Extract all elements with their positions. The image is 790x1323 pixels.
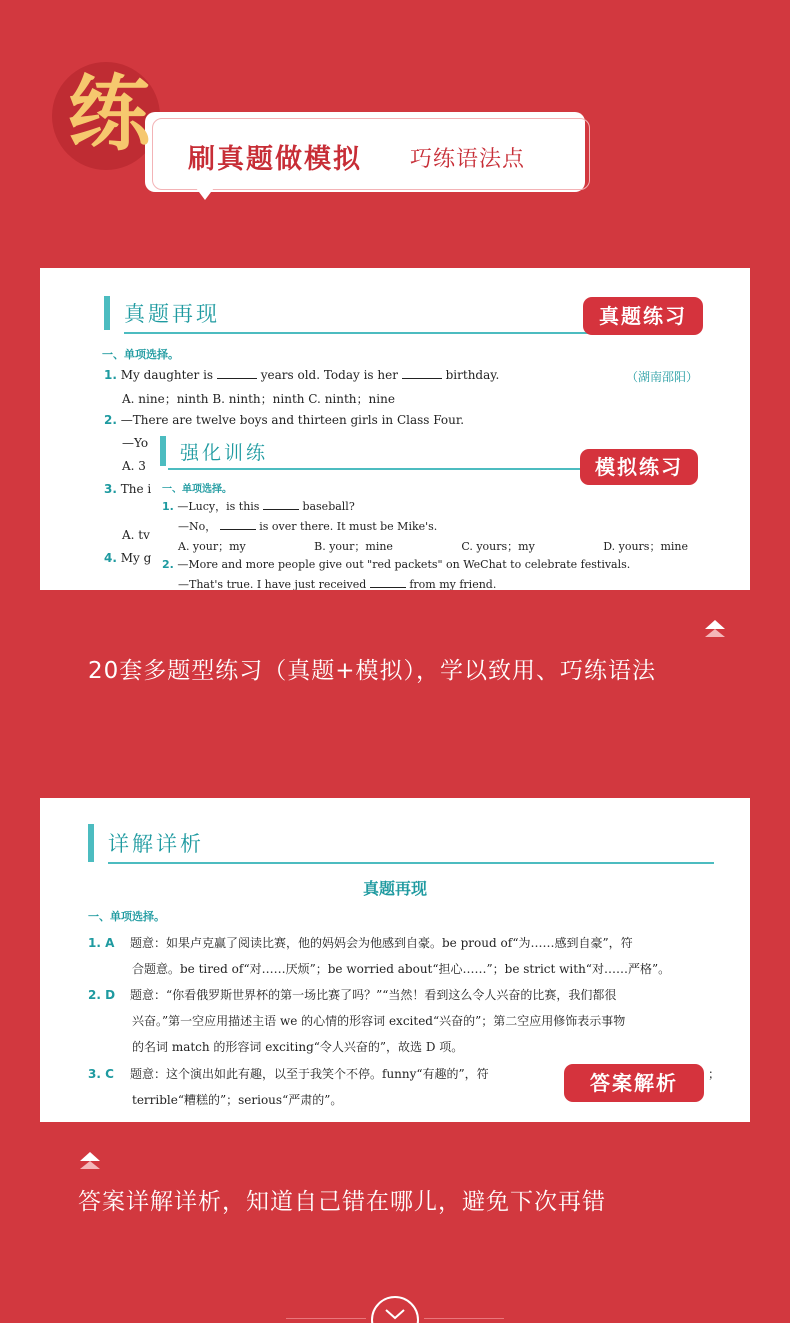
sim-question-2-line2: —That's true. I have just received from my friend. [178, 578, 497, 590]
caption-answers: 答案详解详析，知道自己错在哪儿，避免下次再错 [78, 1189, 606, 1215]
answer-2: 2. D 题意：“你看俄罗斯世界杯的第一场比赛了吗？”“当然！看到这么令人兴奋的比赛，我们都很 [88, 988, 617, 1002]
sim-section-heading [160, 436, 268, 466]
section-bar [104, 296, 110, 330]
answer-3-line1-end: ； [708, 1067, 721, 1081]
bottom-divider-right [424, 1318, 504, 1319]
answer-tag: 答案解析 [564, 1064, 704, 1102]
answer-2-line3: 的名词 match 的形容词 exciting“令人兴奋的”，故选 D 项。 [132, 1040, 464, 1054]
header-title: 刷真题做模拟 [188, 144, 362, 175]
part-label: 一、单项选择。 [102, 348, 179, 361]
question-2-line2: —Yo [122, 436, 149, 450]
answer-section-heading [88, 824, 204, 862]
sim-section-bar [160, 436, 166, 466]
question-3-options: A. tv [122, 528, 150, 542]
caption-practice: 20套多题型练习（真题+模拟），学以致用、巧练语法 [88, 658, 657, 684]
sim-question-1-line2: —No， is over there. It must be Mike's. [178, 520, 438, 533]
badge-character: 练 [68, 66, 151, 162]
arrow-up-shadow-icon [705, 629, 725, 637]
answer-3: 3. C 题意：这个演出如此有趣，以至于我笑个不停。funny“有趣的”，符 [88, 1067, 489, 1081]
question-1: 1. My daughter is years old. Today is her birthday. [104, 368, 500, 382]
answer-section-title: 详解详析 [108, 832, 204, 856]
question-3: 3. The i [104, 482, 152, 496]
answer-section-underline [108, 862, 714, 864]
section-title: 真题再现 [124, 302, 220, 326]
section-underline [124, 332, 594, 334]
question-2-options: A. 3 [122, 459, 146, 473]
sim-section-title: 强化训练 [180, 441, 269, 464]
answer-center-title: 真题再现 [362, 879, 427, 898]
arrow-up-icon-2 [80, 1152, 100, 1161]
answer-3-line2: terrible“糟糕的”；serious“严肃的”。 [132, 1093, 343, 1107]
sim-question-2: 2. —More and more people give out "red packets" on WeChat to celebrate festivals. [162, 558, 631, 571]
sim-question-1: 1. —Lucy，is this baseball? [162, 500, 355, 513]
sim-question-1-options: A. your；my B. your；mine C. yours；my D. yours；mine [178, 540, 688, 553]
simulation-tag: 模拟练习 [580, 449, 698, 485]
answer-section-bar [88, 824, 94, 862]
arrow-up-shadow-icon-2 [80, 1161, 100, 1169]
real-exam-panel [40, 268, 750, 590]
answer-1: 1. A 题意：如果卢克赢了阅读比赛，他的妈妈会为他感到自豪。be proud of“为……感到自豪”，符 [88, 936, 633, 950]
section-heading [104, 296, 220, 330]
question-region: （湖南邵阳） [626, 370, 699, 384]
question-4: 4. My g [104, 551, 152, 565]
answer-2-line2: 兴奋。”第一空应用描述主语 we 的心情的形容词 excited“兴奋的”；第二空应用修饰表示事物 [132, 1014, 626, 1028]
header-subtitle: 巧练语法点 [410, 147, 526, 172]
header-bubble-tail [196, 188, 214, 200]
arrow-up-icon [705, 620, 725, 629]
real-exam-tag: 真题练习 [583, 297, 703, 335]
answer-part-label: 一、单项选择。 [88, 910, 165, 923]
chevron-down-icon [371, 1296, 419, 1323]
sim-part-label: 一、单项选择。 [162, 484, 232, 495]
answer-panel [40, 798, 750, 1122]
bottom-divider-left [286, 1318, 366, 1319]
question-1-options: A. nine；ninth B. ninth；ninth C. ninth；nine [122, 392, 395, 406]
sim-section-underline [168, 468, 580, 470]
answer-1-line2: 合题意。be tired of“对……厌烦”；be worried about“担心……”；be strict with“对……严格”。 [132, 962, 671, 976]
question-2: 2. —There are twelve boys and thirteen girls in Class Four. [104, 413, 465, 427]
